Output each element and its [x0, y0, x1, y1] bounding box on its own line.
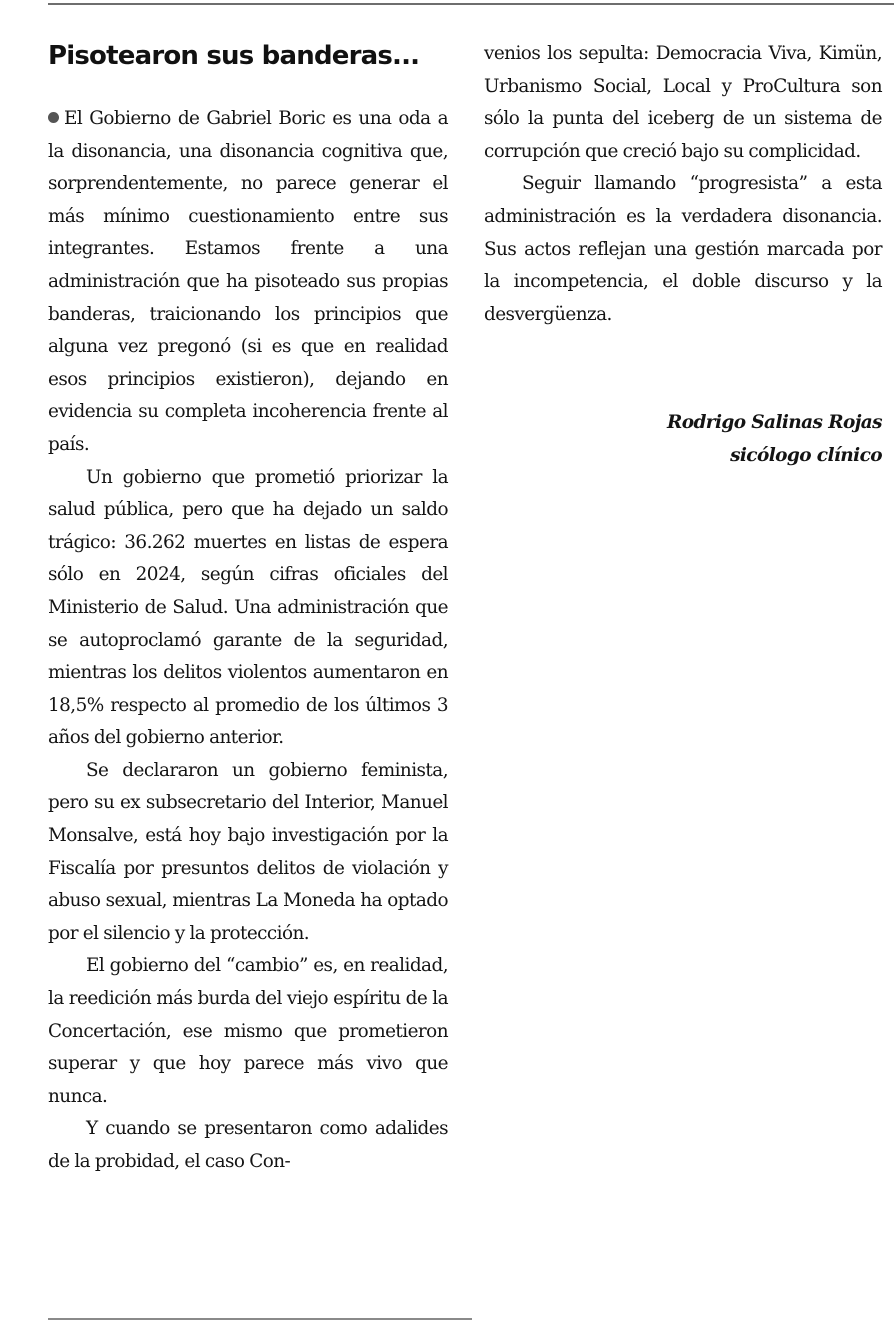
- paragraph-1-text: El Gobierno de Gabriel Boric es una oda a la disonancia, una disonancia cognitiva que, sorprendentemente, no parece generar el más mínimo cuestionamiento entre sus integrantes. Estamos frente a una administración que ha pisoteado sus propias banderas, traicionando los principios que alguna vez pregonó (si es que en realidad esos principios existieron), dejando en evidencia su completa incoherencia frente al país.: [48, 108, 448, 455]
- top-rule: [48, 3, 894, 5]
- paragraph-5: Y cuando se presentaron como adalides de la probidad, el caso Con-: [48, 1118, 448, 1172]
- paragraph-1: [48, 103, 448, 462]
- headline: Pisotearon sus banderas...: [48, 41, 420, 71]
- paragraph-6: venios los sepulta: Democracia Viva, Kimün, Urbanismo Social, Local y ProCultura son sólo la punta del iceberg de un sistema de corrupción que creció bajo su complicidad.: [484, 43, 882, 162]
- bottom-rule: [48, 1318, 472, 1320]
- author-name: Rodrigo Salinas Rojas: [666, 412, 882, 433]
- bullet-icon: [48, 112, 59, 123]
- paragraph-3: Se declararon un gobierno feminista, pero su ex subsecretario del Interior, Manuel Monsalve, está hoy bajo investigación por la Fiscalía por presuntos delitos de violación y abuso sexual, mientras La Moneda ha optado por el silencio y la protección.: [48, 759, 448, 944]
- left-column: [48, 103, 448, 1179]
- paragraph-7: Seguir llamando “progresista” a esta administración es la verdadera disonancia. Sus actos reflejan una gestión marcada por la incompetencia, el doble discurso y la desvergüenza.: [484, 173, 882, 325]
- paragraph-4: El gobierno del “cambio” es, en realidad, la reedición más burda del viejo espíritu de la Concertación, ese mismo que prometieron superar y que hoy parece más vivo que nunca.: [48, 955, 448, 1107]
- paragraph-2: Un gobierno que prometió priorizar la salud pública, pero que ha dejado un saldo trágico: 36.262 muertes en listas de espera sólo en 2024, según cifras oficiales del Ministerio de Salud. Una administración que se autoproclamó garante de la seguridad, mientras los delitos violentos aumentaron en 18,5% respecto al promedio de los últimos 3 años del gobierno anterior.: [48, 466, 448, 749]
- author-title: sicólogo clínico: [730, 445, 882, 466]
- right-column: [484, 38, 882, 331]
- author-signature: [667, 406, 882, 472]
